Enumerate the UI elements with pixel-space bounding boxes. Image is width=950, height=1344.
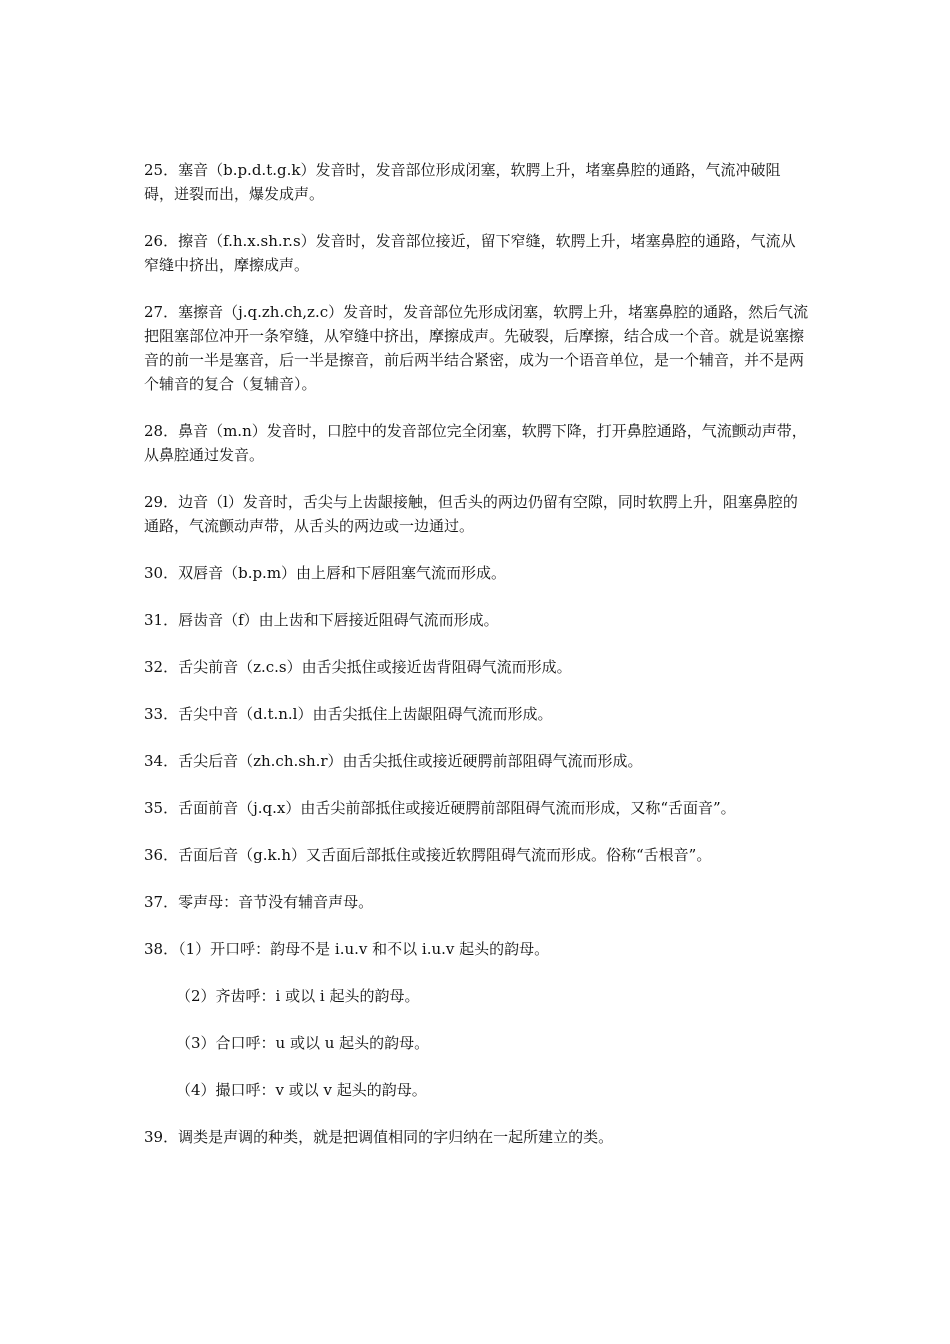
paragraph-29: 29．边音（l）发音时，舌尖与上齿龈接触，但舌头的两边仍留有空隙，同时软腭上升，阻塞鼻腔的通路，气流颤动声带，从舌头的两边或一边通过。	[144, 493, 798, 535]
paragraph-39: 39．调类是声调的种类，就是把调值相同的字归纳在一起所建立的类。	[144, 1128, 614, 1146]
paragraph-38-2: （2）齐齿呼：i 或以 i 起头的韵母。	[176, 987, 420, 1005]
paragraph-36: 36．舌面后音（g.k.h）又舌面后部抵住或接近软腭阻碍气流而形成。俗称“舌根音”。	[144, 846, 712, 864]
paragraph-31: 31．唇齿音（f）由上齿和下唇接近阻碍气流而形成。	[144, 611, 499, 629]
paragraph-35: 35．舌面前音（j.q.x）由舌尖前部抵住或接近硬腭前部阻碍气流而形成，又称“舌面音”。	[144, 799, 736, 817]
paragraph-38-4: （4）撮口呼：v 或以 v 起头的韵母。	[176, 1081, 427, 1099]
paragraph-32: 32．舌尖前音（z.c.s）由舌尖抵住或接近齿背阻碍气流而形成。	[144, 658, 572, 676]
paragraph-38-3: （3）合口呼：u 或以 u 起头的韵母。	[176, 1034, 430, 1052]
paragraph-37: 37．零声母：音节没有辅音声母。	[144, 893, 374, 911]
paragraph-27: 27．塞擦音（j.q.zh.ch,z.c）发音时，发音部位先形成闭塞，软腭上升，堵塞鼻腔的通路，然后气流把阻塞部位冲开一条窄缝，从窄缝中挤出，摩擦成声。先破裂，后摩擦，结合成一个音。就是说塞擦音的前一半是塞音，后一半是擦音，前后两半结合紧密，成为一个语音单位，是一个辅音，并不是两个辅音的复合（复辅音）。	[144, 303, 809, 393]
paragraph-34: 34．舌尖后音（zh.ch.sh.r）由舌尖抵住或接近硬腭前部阻碍气流而形成。	[144, 752, 643, 770]
paragraph-38-1: 38．（1）开口呼：韵母不是 i.u.v 和不以 i.u.v 起头的韵母。	[144, 940, 550, 958]
document-body	[144, 158, 810, 1172]
paragraph-33: 33．舌尖中音（d.t.n.l）由舌尖抵住上齿龈阻碍气流而形成。	[144, 705, 553, 723]
paragraph-30: 30．双唇音（b.p.m）由上唇和下唇阻塞气流而形成。	[144, 564, 507, 582]
paragraph-26: 26．擦音（f.h.x.sh.r.s）发音时，发音部位接近，留下窄缝，软腭上升，堵塞鼻腔的通路，气流从窄缝中挤出，摩擦成声。	[144, 232, 796, 274]
paragraph-28: 28．鼻音（m.n）发音时，口腔中的发音部位完全闭塞，软腭下降，打开鼻腔通路，气流颤动声带，从鼻腔通过发音。	[144, 422, 807, 464]
paragraph-25: 25．塞音（b.p.d.t.g.k）发音时，发音部位形成闭塞，软腭上升，堵塞鼻腔的通路，气流冲破阻碍，迸裂而出，爆发成声。	[144, 161, 781, 203]
